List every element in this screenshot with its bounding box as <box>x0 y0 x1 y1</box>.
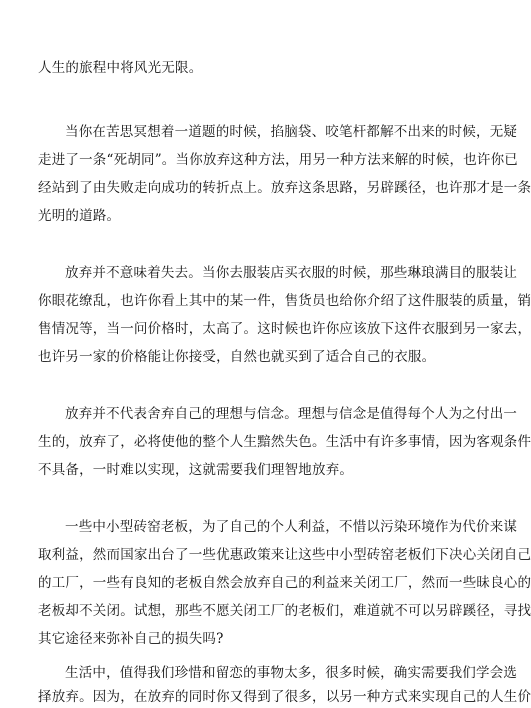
text-line: 的工厂，一些有良知的老板自然会放弃自己的利益来关闭工厂，然而一些昧良心的 <box>38 575 531 591</box>
text-line: 你眼花缭乱，也许你看上其中的某一件，售货员也给你介绍了这件服装的质量，销 <box>38 293 531 309</box>
text-line: 生的，放弃了，必将使他的整个人生黯然失色。生活中有许多事情，因为客观条件 <box>38 434 531 450</box>
text-line: 经站到了由失败走向成功的转折点上。放弃这条思路，另辟蹊径，也许那才是一条 <box>38 180 531 196</box>
text-line: 放弃并不意味着失去。当你去服装店买衣服的时候，那些琳琅满目的服装让 <box>65 265 518 281</box>
text-line: 择放弃。因为，在放弃的同时你又得到了很多，以另一种方式来实现自己的人生价 <box>38 689 531 705</box>
text-line: 走进了一条“死胡同”。当你放弃这种方法，用另一种方法来解的时候，也许你已 <box>38 152 519 168</box>
text-line: 取利益，然而国家出台了一些优惠政策来让这些中小型砖窑老板们下决心关闭自己 <box>38 547 531 563</box>
text-line: 老板却不关闭。试想，那些不愿关闭工厂的老板们，难道就不可以另辟蹊径，寻找 <box>38 603 531 619</box>
text-line: 人生的旅程中将风光无限。 <box>38 60 203 76</box>
text-line: 售情况等，当一问价格时，太高了。这时候也许你应该放下这件衣服到另一家去， <box>38 321 531 337</box>
text-line: 光明的道路。 <box>38 208 121 224</box>
text-line: 放弃并不代表舍弃自己的理想与信念。理想与信念是值得每个人为之付出一 <box>65 406 518 422</box>
text-line: 一些中小型砖窑老板，为了自己的个人利益，不惜以污染环境作为代价来谋 <box>65 519 518 535</box>
text-line: 生活中，值得我们珍惜和留恋的事物太多，很多时候，确实需要我们学会选 <box>65 665 518 681</box>
text-line: 当你在苦思冥想着一道题的时候，掐脑袋、咬笔杆都解不出来的时候，无疑 <box>65 124 518 140</box>
text-line: 也许另一家的价格能让你接受，自然也就买到了适合自己的衣服。 <box>38 349 436 365</box>
text-line: 不具备，一时难以实现，这就需要我们理智地放弃。 <box>38 462 354 478</box>
text-line: 其它途径来弥补自己的损失吗? <box>38 631 224 647</box>
